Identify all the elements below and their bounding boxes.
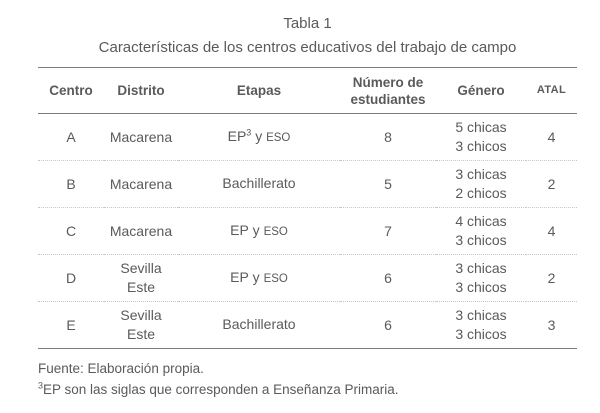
cell-centro: A xyxy=(66,128,76,145)
cell-atal: 3 xyxy=(547,316,556,333)
column-header-centro: Centro xyxy=(49,83,93,98)
cell-estudiantes: 8 xyxy=(384,128,392,145)
cell-centro: E xyxy=(66,316,76,333)
cell-etapas: $EP^3$ y ESO xyxy=(227,126,291,144)
cell-etapas: Bachillerato xyxy=(222,174,296,191)
cell-distrito: Macarena xyxy=(109,128,173,145)
cell-estudiantes: 7 xyxy=(384,222,392,239)
column-header-etapas: Etapas xyxy=(236,83,282,98)
table-1-block xyxy=(38,0,577,398)
cell-centro: D xyxy=(65,269,77,286)
cell-atal: 4 xyxy=(547,222,556,239)
header-row xyxy=(38,68,577,114)
cell-estudiantes: 6 xyxy=(384,269,392,286)
cell-estudiantes: 5 xyxy=(384,175,392,192)
cell-genero: 3 chicas 2 chicos xyxy=(455,166,507,201)
column-header-genero: Género xyxy=(457,83,505,98)
cell-atal: 2 xyxy=(547,175,556,192)
cell-distrito: Sevilla Este xyxy=(120,260,162,295)
cell-genero: 3 chicas 3 chicos xyxy=(455,307,507,342)
cell-centro: C xyxy=(65,222,77,239)
column-header-numero-estudiantes: Número de estudiantes xyxy=(350,74,426,107)
table-number-title: Tabla 1 xyxy=(283,15,332,32)
table-row-centro-e xyxy=(38,302,577,349)
cell-estudiantes: 6 xyxy=(384,316,392,333)
cell-centro: B xyxy=(66,175,76,192)
cell-genero: 5 chicas 3 chicos xyxy=(455,119,507,154)
footnote xyxy=(38,381,577,398)
cell-etapas: EP y ESO xyxy=(230,221,288,238)
cell-etapas: EP y ESO xyxy=(230,268,288,285)
cell-genero: 3 chicas 3 chicos xyxy=(455,260,507,295)
cell-atal: 2 xyxy=(547,269,556,286)
column-header-atal: ATAL xyxy=(536,84,567,96)
column-header-distrito: Distrito xyxy=(117,83,165,98)
table-row-centro-c xyxy=(38,208,577,255)
cell-atal: 4 xyxy=(547,128,556,145)
cell-genero: 4 chicas 3 chicos xyxy=(455,213,507,248)
footnote-marker: 3 xyxy=(246,126,252,137)
footnote-superscript: 3 xyxy=(38,380,44,391)
cell-distrito: Sevilla Este xyxy=(120,307,162,342)
cell-etapas: Bachillerato xyxy=(222,315,296,332)
characteristics-table xyxy=(38,67,577,349)
cell-distrito: Macarena xyxy=(109,222,173,239)
table-row-centro-d xyxy=(38,255,577,302)
table-row-centro-a xyxy=(38,114,577,161)
source-note: Fuente: Elaboración propia. xyxy=(38,361,204,376)
cell-distrito: Macarena xyxy=(109,175,173,192)
footnote-text: EP son las siglas que corresponden a Enseñanza Primaria. xyxy=(43,382,399,397)
table-row-centro-b xyxy=(38,161,577,208)
table-subtitle: Características de los centros educativos del trabajo de campo xyxy=(98,39,517,56)
